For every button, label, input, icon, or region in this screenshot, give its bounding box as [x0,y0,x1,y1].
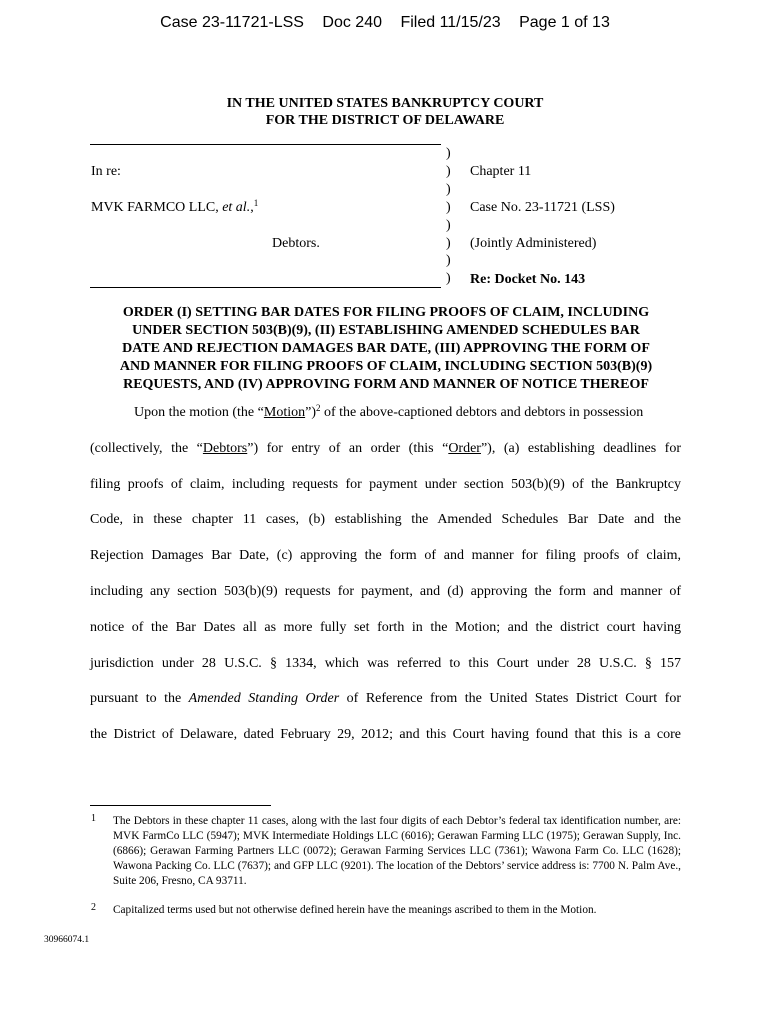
body-line-5: Rejection Damages Bar Date, (c) approving the form of and manner for filing proofs of claim, [90,548,681,563]
caption-case-no: Case No. 23-11721 (LSS) [470,200,615,215]
order-title-line: AND MANNER FOR FILING PROOFS OF CLAIM, INCLUDING SECTION 503(B)(9) [119,359,653,374]
body-line-10: the District of Delaware, dated February 29, 2012; and this Court having found that this is a core [90,727,681,742]
caption-parens: ) ) ) ) ) ) ) ) [446,146,451,287]
doc-number: Doc 240 [322,14,382,31]
body-line-3: filing proofs of claim, including requests for payment under section 503(b)(9) of the Bankruptcy [90,477,681,492]
filed-date: Filed 11/15/23 [400,14,501,31]
body-line-2: (collectively, the “Debtors”) for entry of an order (this “Order”), (a) establishing deadlines for [90,441,682,456]
body-line-6: including any section 503(b)(9) requests for payment, and (d) approving the form and manner of [90,584,681,599]
caption-jointly-administered: (Jointly Administered) [470,236,597,251]
footnote-ref-2: 2 [316,403,321,413]
order-title-line: ORDER (I) SETTING BAR DATES FOR FILING PROOFS OF CLAIM, INCLUDING [122,305,650,320]
footnote-1-number: 1 [91,813,96,824]
body-line-1: Upon the motion (the “Motion”)$^2$ of the above-captioned debtors and debtors in possession [134,403,644,420]
caption-rule-top [90,144,441,145]
court-title-line-1: IN THE UNITED STATES BANKRUPTCY COURT [226,96,544,111]
caption-in-re: In re: [91,164,121,179]
footnote-rule [90,805,271,806]
body-line-9: pursuant to the Amended Standing Order of Reference from the United States District Court for [90,691,681,706]
body-line-8: jurisdiction under 28 U.S.C. § 1334, which was referred to this Court under 28 U.S.C. § 157 [90,656,681,671]
order-title [88,304,684,394]
footnote-1-text: The Debtors in these chapter 11 cases, along with the last four digits of each Debtor’s federal tax identification number, are: MVK FarmCo LLC (5947); MVK Intermediate Holdings LLC (6016); Gerawan Farming LLC (1975); Gerawan Supply, Inc. (6866); Gerawan Farming Partners LLC (0072); Gerawan Farming Services LLC (7361); Wawona Farm Co. LLC (1628); Wawona Packing Co. LLC (7637); and GFP LLC (9201). The location of the Debtors’ service address is: 7700 N. Palm Ave., Suite 206, Fresno, CA 93711. [113,815,681,887]
body-line-4: Code, in these chapter 11 cases, (b) establishing the Amended Schedules Bar Date and the [90,512,681,527]
order-title-line: UNDER SECTION 503(B)(9), (II) ESTABLISHING AMENDED SCHEDULES BAR [132,323,640,338]
footnote-ref-1: 1 [253,198,259,208]
court-title-line-2: FOR THE DISTRICT OF DELAWARE [265,113,505,128]
case-header [0,14,770,32]
caption-debtors-label: Debtors. [272,236,320,251]
case-number: Case 23-11721-LSS [160,14,304,31]
order-title-line: REQUESTS, AND (IV) APPROVING FORM AND MANNER OF NOTICE THEREOF [123,377,649,392]
body-line-7: notice of the Bar Dates all as more fully set forth in the Motion; and the district court having [90,620,681,635]
caption-docket-ref: Re: Docket No. 143 [470,272,586,287]
court-title [0,95,770,129]
footnote-2-number: 2 [91,902,96,913]
caption-chapter: Chapter 11 [470,164,532,179]
order-title-line: DATE AND REJECTION DAMAGES BAR DATE, (III) APPROVING THE FORM OF [122,341,650,356]
page-count: Page 1 of 13 [519,14,610,31]
footnote-2-text: Capitalized terms used but not otherwise defined herein have the meanings ascribed to them in the Motion. [113,904,597,916]
document-id: 30966074.1 [44,935,90,945]
caption-rule-bottom [90,287,441,288]
caption-debtor-name: MVK FARMCO LLC, et al.,$^1$ [91,198,259,215]
